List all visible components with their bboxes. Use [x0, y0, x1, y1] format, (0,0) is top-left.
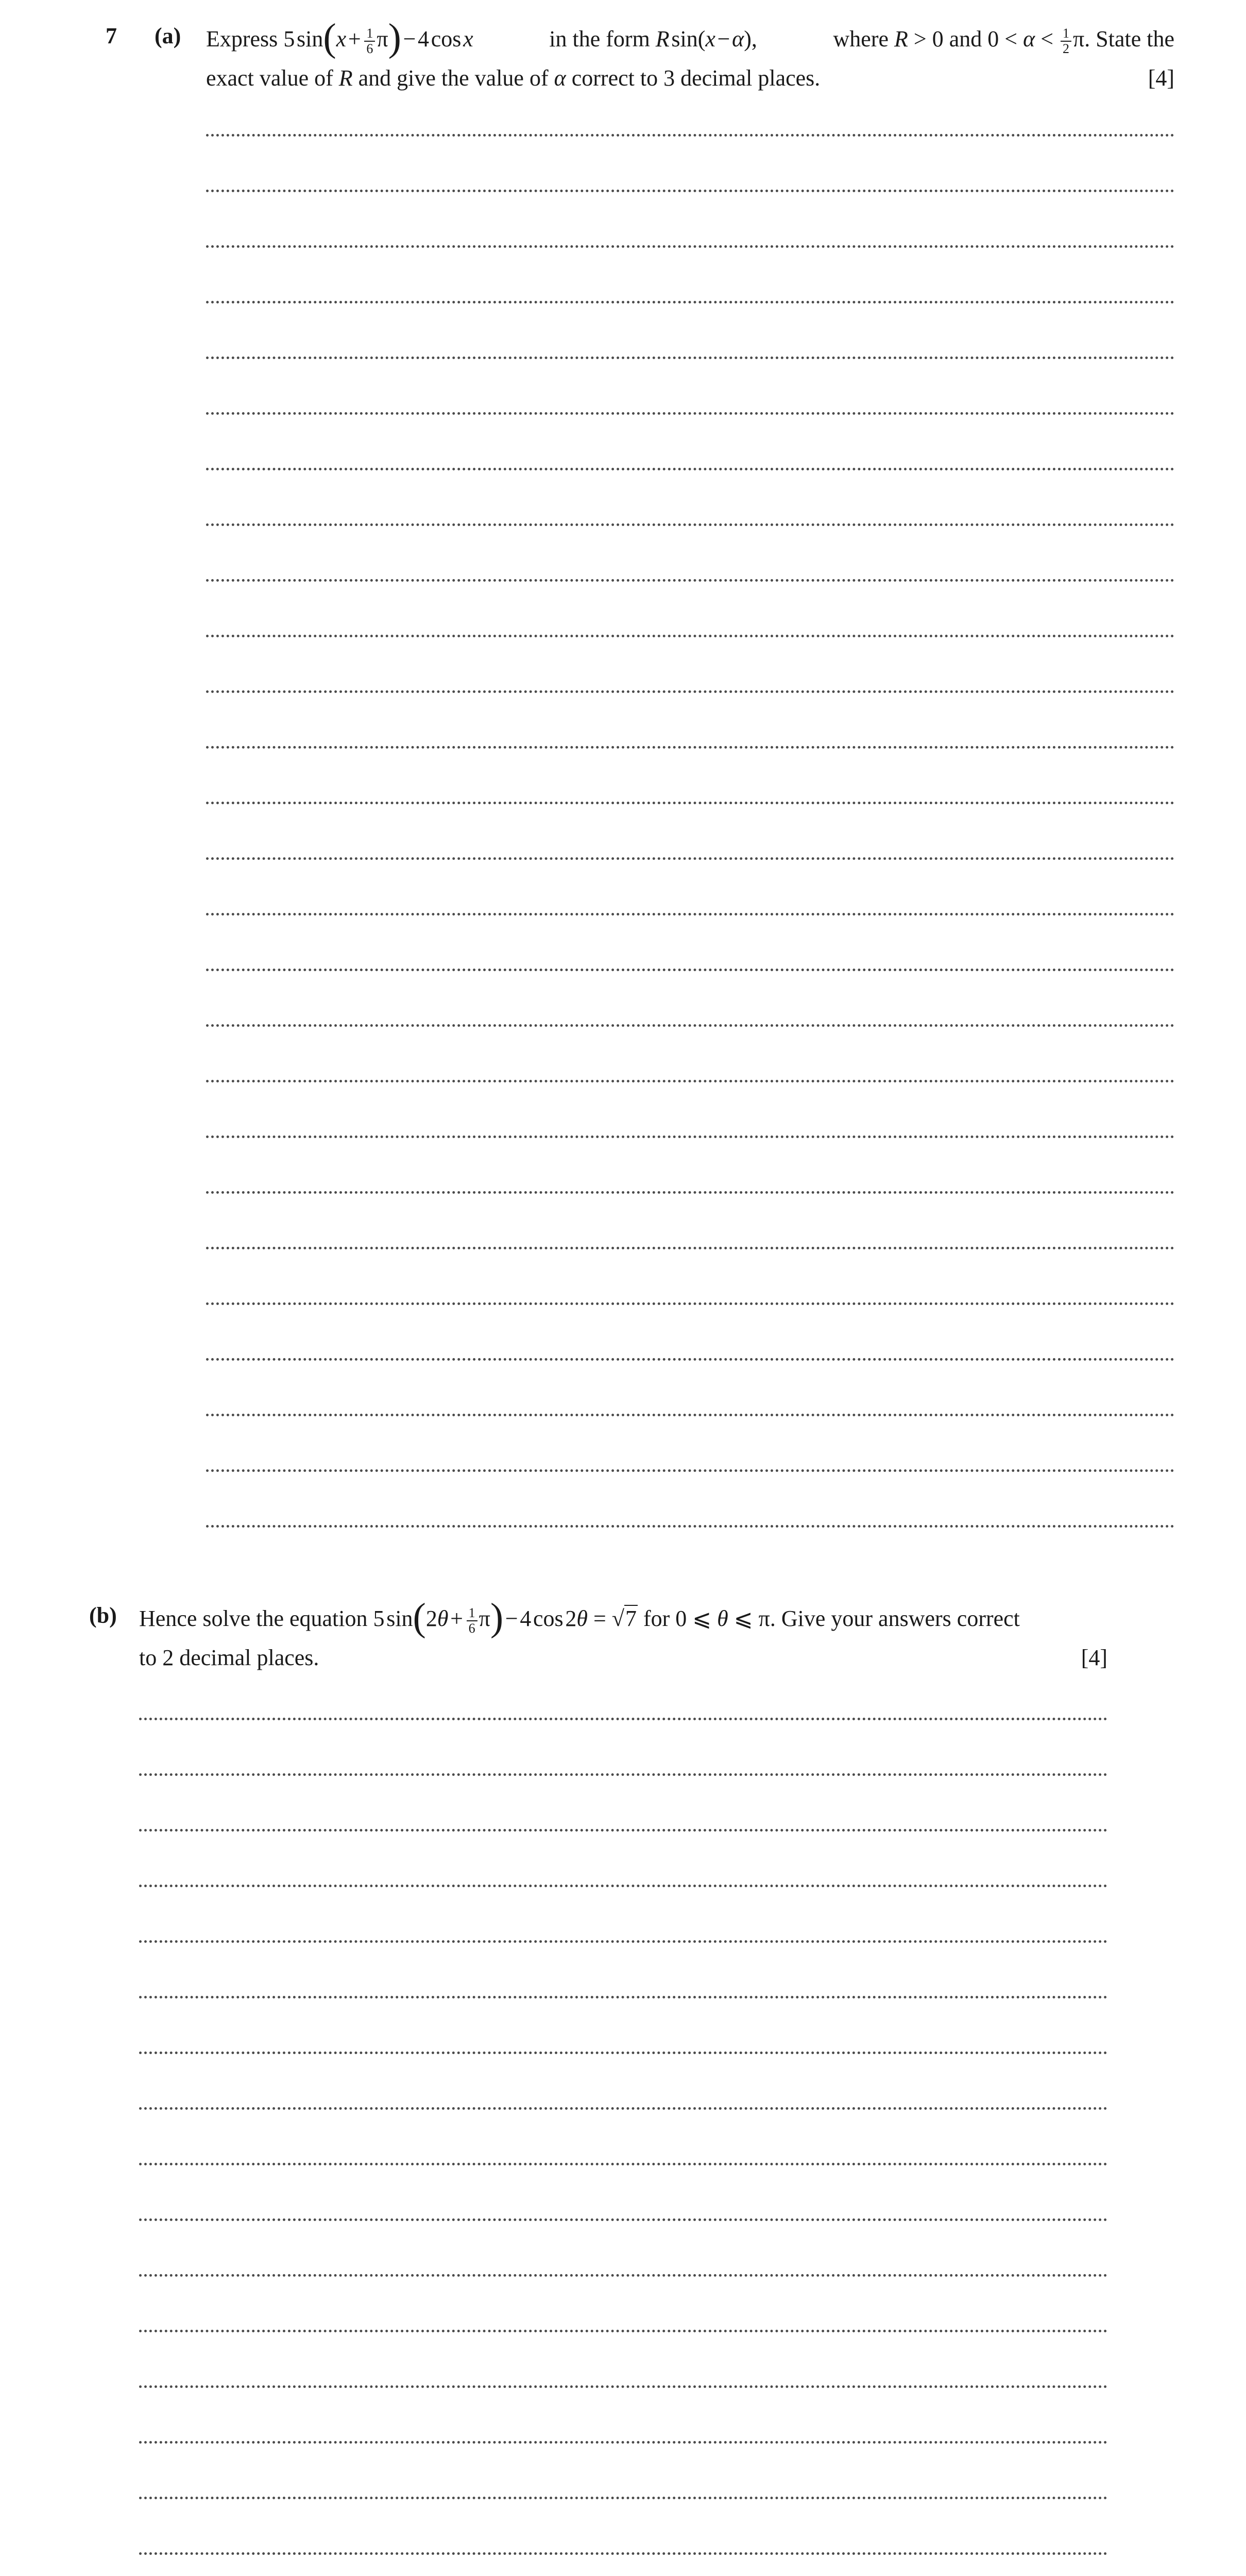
part-a-expression: Express 5 sin(x + $\frac{1}{6}$ π) − 4 cos x: [206, 16, 473, 59]
part-b-answer-line[interactable]: [139, 2107, 1107, 2110]
part-a-answer-line[interactable]: [206, 857, 1174, 860]
part-b-prompt-line-1: [139, 1596, 1107, 1639]
part-a-answer-line[interactable]: [206, 969, 1174, 971]
part-b-answer-line[interactable]: [139, 2052, 1107, 2054]
part-b-answer-line[interactable]: [139, 2163, 1107, 2165]
part-a-prompt-line-2: exact value of R and give the value of α correct to 3 decimal places. [4]: [206, 59, 1174, 98]
part-b-prompt-line-2: to 2 decimal places. [4]: [139, 1638, 1107, 1677]
part-a-answer-line[interactable]: [206, 357, 1174, 359]
part-a-answer-line[interactable]: [206, 245, 1174, 248]
part-a-prompt-line-1: [206, 16, 1174, 59]
part-a-label: (a): [155, 23, 181, 48]
question-number: 7: [106, 23, 117, 48]
part-b-answer-line[interactable]: [139, 1885, 1107, 1887]
part-a-answer-line[interactable]: [206, 635, 1174, 637]
part-a-answer-line[interactable]: [206, 1358, 1174, 1361]
part-b-answer-line[interactable]: [139, 2441, 1107, 2444]
part-b-answer-line[interactable]: [139, 2330, 1107, 2332]
part-a-answer-line[interactable]: [206, 468, 1174, 470]
part-a-answer-line[interactable]: [206, 1414, 1174, 1416]
part-a-answer-line[interactable]: [206, 1247, 1174, 1249]
part-a-answer-line[interactable]: [206, 579, 1174, 582]
part-b-answer-line[interactable]: [139, 1718, 1107, 1720]
part-a-answer-line[interactable]: [206, 1024, 1174, 1027]
part-b-answer-line[interactable]: [139, 1829, 1107, 1832]
part-b-answer-line[interactable]: [139, 1940, 1107, 1943]
part-a-answer-line[interactable]: [206, 1302, 1174, 1305]
part-a-answer-line[interactable]: [206, 190, 1174, 192]
part-b-answer-line[interactable]: [139, 2274, 1107, 2277]
part-a-answer-line[interactable]: [206, 1469, 1174, 1472]
part-a-conditions: where R > 0 and 0 < α < $\frac{1}{2}$ π. State the: [833, 25, 1174, 56]
part-a-form: in the form R sin(x − α),: [549, 26, 757, 52]
part-b-marks: [4]: [1081, 1645, 1107, 1670]
part-b-answer-line[interactable]: [139, 2385, 1107, 2388]
part-b-answer-line[interactable]: [139, 1773, 1107, 1776]
part-a-answer-line[interactable]: [206, 301, 1174, 303]
part-b-answer-line[interactable]: [139, 2552, 1107, 2555]
part-a-answer-line[interactable]: [206, 746, 1174, 749]
part-b-prompt: [139, 1596, 1107, 1677]
part-a-answer-line[interactable]: [206, 802, 1174, 804]
part-b-answer-line[interactable]: [139, 1996, 1107, 1998]
part-a-answer-line[interactable]: [206, 523, 1174, 526]
part-a-answer-line[interactable]: [206, 913, 1174, 916]
part-a-answer-line[interactable]: [206, 1191, 1174, 1194]
part-a-answer-line[interactable]: [206, 1136, 1174, 1138]
part-a-answer-line[interactable]: [206, 690, 1174, 693]
part-a-answer-line[interactable]: [206, 1080, 1174, 1082]
part-a-marks: [4]: [1148, 65, 1174, 91]
part-b-equation: Hence solve the equation 5 sin(2θ + $\frac{1}{6}$ π) − 4 cos 2θ = √7 for 0 ⩽ θ ⩽ π. Give your answers correct: [139, 1596, 1020, 1639]
part-b-label: (b): [89, 1603, 117, 1628]
part-a-answer-line[interactable]: [206, 1525, 1174, 1528]
part-a-answer-line[interactable]: [206, 134, 1174, 137]
part-b-answer-line[interactable]: [139, 2497, 1107, 2499]
part-a-answer-line[interactable]: [206, 412, 1174, 415]
part-a-prompt: [206, 16, 1174, 98]
part-b-answer-line[interactable]: [139, 2218, 1107, 2221]
